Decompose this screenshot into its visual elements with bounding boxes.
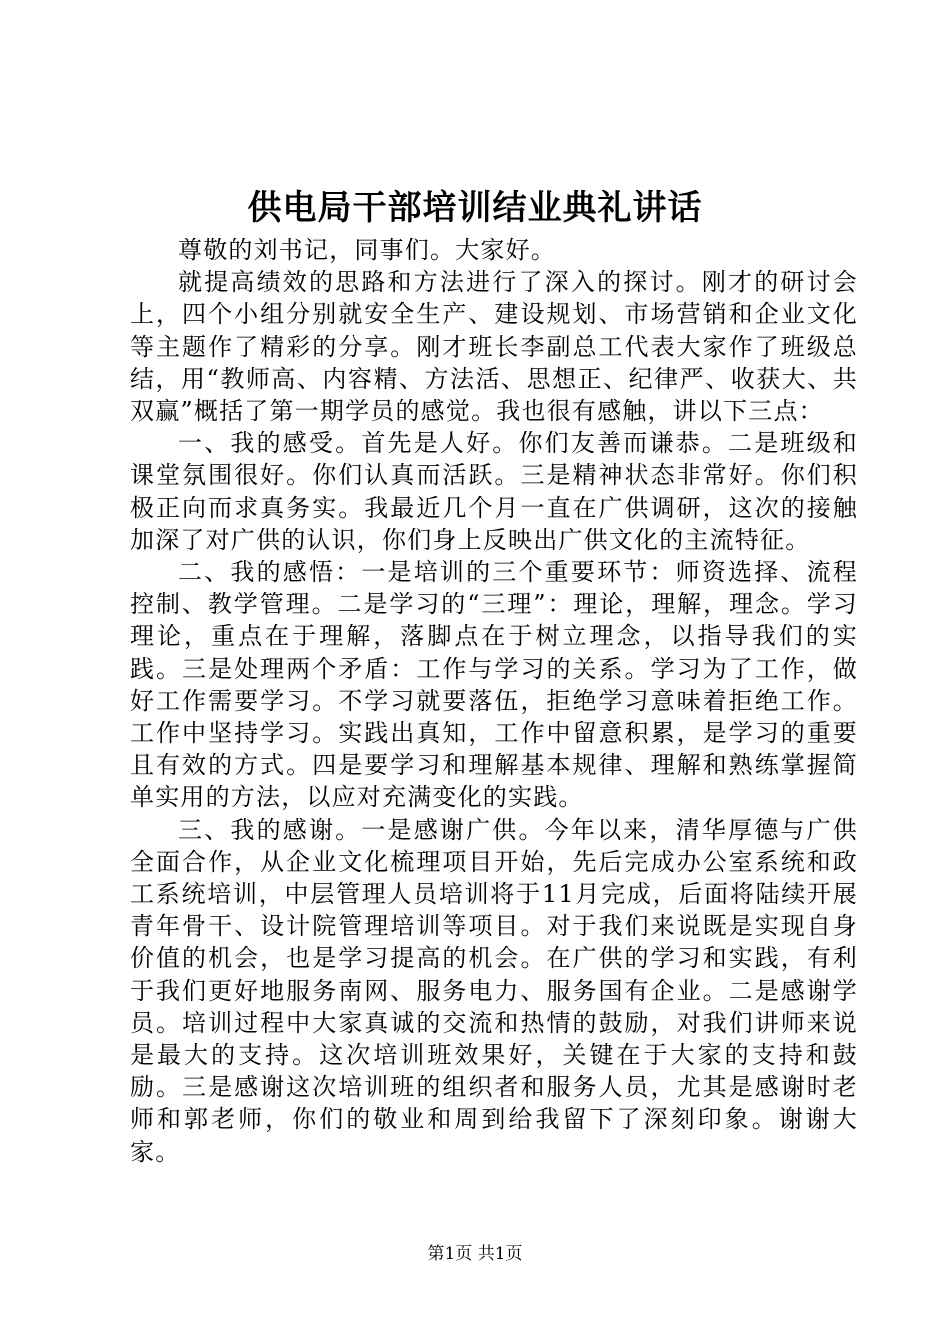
paragraph-greeting: 尊敬的刘书记，同事们。大家好。 [178, 236, 556, 264]
paragraph-thanks: 三、我的感谢。一是感谢广供。今年以来，清华厚德与广供全面合作，从企业文化梳理项目开始，先后完成办公室系统和政工系统培训，中层管理人员培训将于11月完成，后面将陆续开展青年骨干、设计院管理培训等项目。对于我们来说既是实现自身价值的机会，也是学习提高的机会。在广供的学习和实践，有利于我们更好地服务南网、服务电力、服务国有企业。二是感谢学员。培训过程中大家真诚的交流和热情的鼓励，对我们讲师来说是最大的支持。这次培训班效果好，关键在于大家的支持和鼓励。三是感谢这次培训班的组织者和服务人员，尤其是感谢时老师和郭老师，你们的敬业和周到给我留下了深刻印象。谢谢大家。 [130, 815, 858, 1166]
paragraph-insights: 二、我的感悟：一是培训的三个重要环节：师资选择、流程控制、教学管理。二是学习的“三理”：理论，理解，理念。学习理论，重点在于理解，落脚点在于树立理念，以指导我们的实践。三是处理两个矛盾：工作与学习的关系。学习为了工作，做好工作需要学习。不学习就要落伍，拒绝学习意味着拒绝工作。工作中坚持学习。实践出真知，工作中留意积累，是学习的重要且有效的方式。四是要学习和理解基本规律、理解和熟练掌握简单实用的方法，以应对充满变化的实践。 [130, 558, 858, 812]
page-footer: 第1页 共1页 [427, 1244, 523, 1264]
paragraph-intro: 就提高绩效的思路和方法进行了深入的探讨。刚才的研讨会上，四个小组分别就安全生产、建设规划、市场营销和企业文化等主题作了精彩的分享。刚才班长李副总工代表大家作了班级总结，用“教师高、内容精、方法活、思想正、纪律严、收获大、共双赢”概括了第一期学员的感觉。我也很有感触，讲以下三点： [130, 268, 858, 426]
document-body [130, 234, 858, 1168]
document-title: 供电局干部培训结业典礼讲话 [247, 188, 703, 228]
paragraph-feelings: 一、我的感受。首先是人好。你们友善而谦恭。二是班级和课堂氛围很好。你们认真而活跃。三是精神状态非常好。你们积极正向而求真务实。我最近几个月一直在广供调研，这次的接触加深了对广供的认识，你们身上反映出广供文化的主流特征。 [130, 429, 858, 554]
